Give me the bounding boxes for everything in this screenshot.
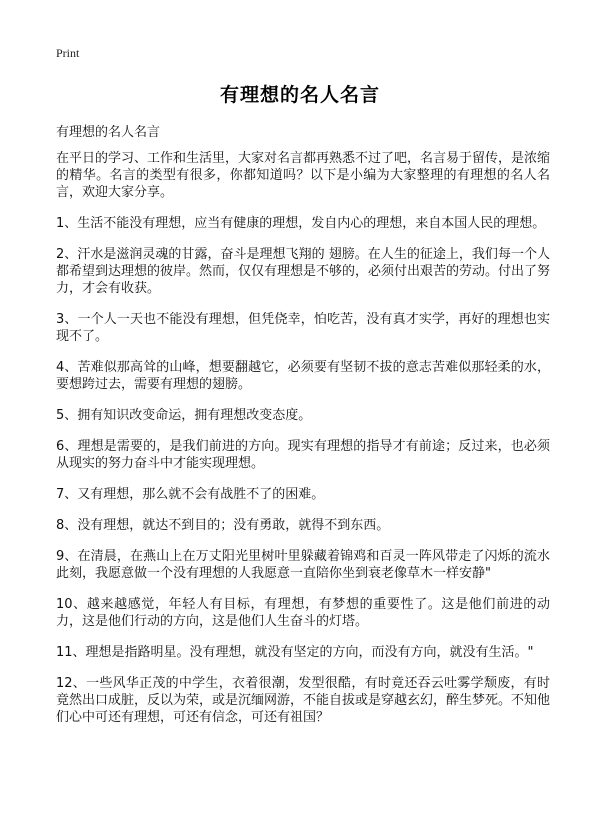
article-body <box>56 150 550 740</box>
quote-item: 4、苦难似那高耸的山峰，想要翻越它，必须要有坚韧不拔的意志苦难似那轻柔的水，要想跨过去，需要有理想的翅膀。 <box>56 360 550 392</box>
quote-item: 12、一些风华正茂的中学生，衣着很潮，发型很酷，有时竟还吞云吐雾学颓废，有时竟然出口成脏，反以为荣，或是沉缅网游，不能自拔或是穿越玄幻，醉生梦死。不知他们心中可还有理想，可还有信念，可还有祖国？ <box>56 676 551 725</box>
quote-item: 2、汗水是滋润灵魂的甘露，奋斗是理想飞翔的 翅膀。在人生的征途上，我们每一个人都希望到达理想的彼岸。然而，仅仅有理想是不够的，必须付出艰苦的劳动。付出了努力，才会有收获。 <box>56 247 551 296</box>
quote-item: 9、在清晨，在燕山上在万丈阳光里树叶里躲藏着锦鸡和百灵一阵风带走了闪烁的流水此刻，我愿意做一个没有理想的人我愿意一直陪你坐到衰老像草木一样安静" <box>56 549 550 581</box>
quote-item: 1、生活不能没有理想，应当有健康的理想，发自内心的理想，来自本国人民的理想。 <box>56 216 546 231</box>
quote-item: 3、一个人一天也不能没有理想，但凭侥幸，怕吃苦，没有真才实学，再好的理想也实现不了。 <box>56 312 550 344</box>
quote-item: 8、没有理想，就达不到目的；没有勇敢，就得不到东西。 <box>56 518 390 533</box>
page-title: 有理想的名人名言 <box>219 84 380 106</box>
quote-item: 5、拥有知识改变命运，拥有理想改变态度。 <box>56 408 312 423</box>
quote-item: 10、越来越感觉，年轻人有目标，有理想，有梦想的重要性了。这是他们前进的动力，这是他们行动的方向，这是他们人生奋斗的灯塔。 <box>56 597 550 629</box>
article-subtitle: 有理想的名人名言 <box>56 125 161 140</box>
quote-item: 11、理想是指路明星。没有理想，就没有坚定的方向，而没有方向，就没有生活。" <box>56 645 534 660</box>
quote-item: 6、理想是需要的，是我们前进的方向。现实有理想的指导才有前途；反过来，也必须从现实的努力奋斗中才能实现理想。 <box>56 439 550 471</box>
quote-item: 7、又有理想，那么就不会有战胜不了的困难。 <box>56 487 325 502</box>
intro-paragraph: 在平日的学习、工作和生活里，大家对名言都再熟悉不过了吧，名言易于留传，是浓缩的精华。名言的类型有很多，你都知道吗？以下是小编为大家整理的有理想的名人名言，欢迎大家分享。 <box>56 151 551 200</box>
print-link[interactable]: Print <box>56 46 80 60</box>
